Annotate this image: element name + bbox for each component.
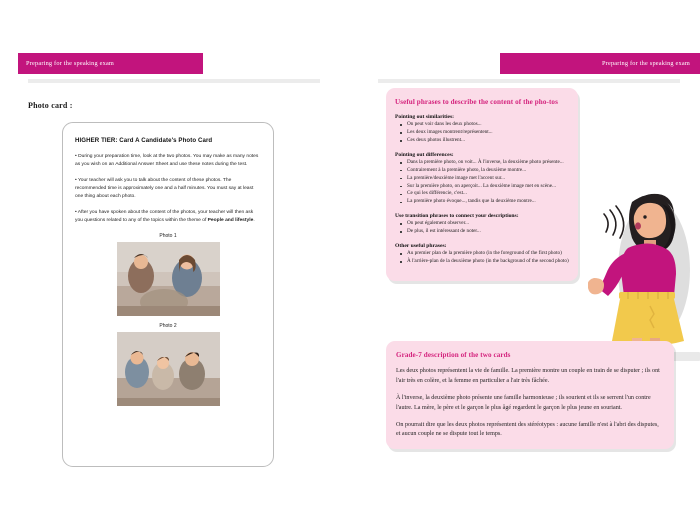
speaking-woman-icon [588,178,700,360]
bullet-3-theme: People and lifestyle [207,217,254,223]
photo-2-label: Photo 2 [159,322,177,329]
phrase-item: Sur la première photo, on aperçoit... La deuxième image met en scène... [407,183,569,191]
useful-phrases-box [386,88,578,281]
sound-wave-icon [604,206,624,238]
phrase-list-similarities [395,121,569,145]
phrase-list-other [395,250,569,266]
running-header-right-text: Preparing for the speaking exam [601,60,690,67]
phrase-item: On peut également observer... [407,220,569,228]
photo-1-label: Photo 1 [159,232,177,239]
running-header-right [500,53,700,74]
phrase-item: Ces deux photos illustrent... [407,137,569,145]
phrase-item: Ce qui les différencie, c'est... [407,190,569,198]
phrase-item: À l'arrière-plan de la deuxième photo (in the background of the second photo) [407,257,569,264]
section-heading-differences: Pointing out differences: [395,151,454,158]
photo-2-image [117,332,220,406]
section-heading-similarities: Pointing out similarities: [395,114,455,121]
phrase-item: On peut voir dans les deux photos... [407,121,569,129]
phrase-item: Les deux images montrent/représentent... [407,129,569,137]
running-header-left [18,53,203,74]
exam-photo-card [62,122,274,467]
grade-paragraph: On pourrait dire que les deux photos représentent des stéréotypes : aucune famille n'est à l'abri des disputes, et aucun couple ne se dispute tout le temps. [396,421,659,438]
exam-card-bullet-3 [75,209,261,225]
section-heading-transitions: Use transition phrases to connect your descriptions: [395,213,519,220]
phrase-item: La première photo évoque..., tandis que la deuxième montre... [407,198,569,206]
phrase-item: Au premier plan de la première photo (in the foreground of the first photo) [407,250,569,258]
page-gutter [350,0,376,525]
header-rule-right [378,79,680,83]
phrase-item: Contrairement à la première photo, la deuxième montre... [407,167,569,175]
grade-description-title: Grade-7 description of the two cards [396,351,511,359]
exam-card-heading: HIGHER TIER: Card A Candidate's Photo Card [75,137,213,144]
exam-card-bullet-2: • Your teacher will ask you to talk about the content of these photos. The recommended time is approximately one and a half minutes. You must say at least one thing about each photo. [75,177,254,199]
section-heading-other: Other useful phrases: [395,243,447,250]
phrase-item: La première/deuxième image met l'accent sur... [407,175,569,183]
exam-card-bullet-1: • During your preparation time, look at the two photos. You may make as many notes as you wish on an Additional Answer Sheet and use these notes during the test. [75,154,259,167]
grade-description-box [386,341,674,449]
useful-phrases-title: Useful phrases to describe the content of the pho-tos [395,98,558,106]
phrase-list-differences [395,159,569,206]
phrase-item: De plus, il est intéressant de noter... [407,228,569,236]
bullet-3-lead: • After you have spoken about the content of the photos, your teacher will then ask you questions related to any of the topics within the theme of [75,209,254,223]
page-title-photo-card: Photo card : [28,101,73,110]
grade-paragraph: Les deux photos représentent la vie de famille. La première montre un couple en train de se disputer ; ils ont l'air très en colère, et la femme en particulier a l'air très fâchée. [396,368,660,384]
bullet-3-tail: . [253,217,255,223]
header-rule-left [28,79,320,83]
phrase-list-transitions [395,220,569,236]
running-header-left-text: Preparing for the speaking exam [26,60,115,67]
grade-paragraph: À l'inverse, la deuxième photo présente une famille harmonieuse ; ils sourient et ils se serrent l'un contre l'autre. La mère, le père et le garçon le plus âgé regardent le garçon le plus jeune en souriant. [396,394,651,411]
phrase-item: Dans la première photo, on voit... À l'inverse, la deuxième photo présente... [407,159,569,167]
photo-1-image [117,242,220,316]
